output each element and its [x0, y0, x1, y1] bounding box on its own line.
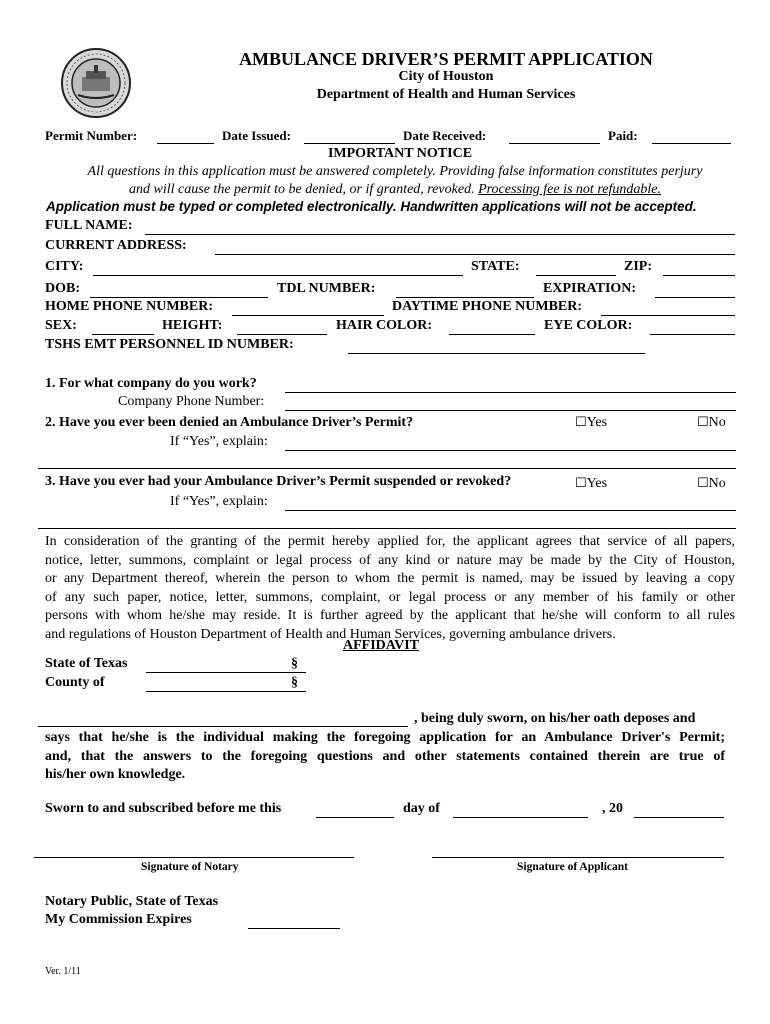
state-of-texas-line[interactable]	[146, 672, 306, 673]
notary-signature-label: Signature of Notary	[141, 861, 239, 873]
city-label: CITY:	[45, 259, 84, 274]
height-label: HEIGHT:	[162, 318, 223, 333]
permit-number-label: Permit Number:	[45, 128, 138, 143]
checkbox-icon[interactable]: ☐	[697, 415, 709, 430]
current-address-label: CURRENT ADDRESS:	[45, 238, 187, 253]
sworn-line-1: , being duly sworn, on his/her oath deposes and	[414, 711, 696, 726]
notary-public-label: Notary Public, State of Texas	[45, 894, 219, 909]
consideration-paragraph: In consideration of the granting of the permit hereby applied for, the applicant agrees that service of all papers, notice, letter, summons, complaint or legal process of any kind or nature may be made by the City of Houston, or any Department thereof, wherein the person to whom the permit is named, may be issued by leaving a copy of any such paper, notice, letter, summons, complaint, or legal process or any member of his family or other persons with whom he/she may reside. It is further agreed by the applicant that he/she will conform to all rules and regulations of Houston Department of Health and Human Services, governing ambulance drivers.	[45, 534, 735, 642]
date-received-label: Date Received:	[403, 128, 487, 143]
eye-color-label: EYE COLOR:	[544, 318, 633, 333]
company-field[interactable]	[285, 392, 736, 393]
q3-yes-option[interactable]: ☐Yes	[575, 476, 608, 491]
notice-line-2: and will cause the permit to be denied, or if granted, revoked. Processing fee is not refundable.	[129, 182, 661, 197]
commission-expires-field[interactable]	[248, 928, 340, 929]
dob-field[interactable]	[90, 297, 268, 298]
paid-line	[652, 143, 731, 144]
q3-explain-field-2[interactable]	[38, 528, 736, 529]
zip-field[interactable]	[663, 275, 735, 276]
affiant-name-field[interactable]	[38, 726, 408, 727]
tdl-number-field[interactable]	[396, 297, 534, 298]
permit-number-line	[157, 143, 214, 144]
year-field[interactable]	[634, 817, 724, 818]
month-field[interactable]	[453, 817, 588, 818]
typed-only-notice: Application must be typed or completed electronically. Handwritten applications will not be accepted.	[46, 199, 697, 214]
department-name: Department of Health and Human Services	[316, 87, 576, 102]
county-field[interactable]	[146, 691, 306, 692]
q3-explain-field[interactable]	[285, 510, 736, 511]
section-symbol: §	[291, 675, 298, 690]
notary-signature-line[interactable]	[34, 857, 354, 858]
important-notice-heading: IMPORTANT NOTICE	[327, 146, 473, 161]
year-prefix-label: , 20	[602, 801, 623, 816]
q2-explain-label: If “Yes”, explain:	[170, 434, 268, 449]
sex-field[interactable]	[92, 334, 154, 335]
daytime-phone-field[interactable]	[601, 315, 735, 316]
q2-explain-field[interactable]	[285, 450, 736, 451]
q3-explain-label: If “Yes”, explain:	[170, 494, 268, 509]
date-received-line	[509, 143, 600, 144]
expiration-label: EXPIRATION:	[543, 281, 637, 296]
tshs-id-field[interactable]	[348, 353, 645, 354]
question-1: 1. For what company do you work?	[45, 376, 257, 391]
applicant-signature-line[interactable]	[432, 857, 724, 858]
checkbox-icon[interactable]: ☐	[575, 415, 587, 430]
form-title: AMBULANCE DRIVER’S PERMIT APPLICATION	[239, 49, 653, 69]
applicant-signature-label: Signature of Applicant	[517, 861, 628, 873]
section-symbol: §	[291, 656, 298, 671]
day-of-label: day of	[403, 801, 440, 816]
sworn-statement: says that he/she is the individual making the foregoing application for an Ambulance Driver's Permit; and, that the answers to the foregoing questions and other statements contained therein are true of his/her own knowledge.	[45, 730, 725, 782]
date-issued-line	[304, 143, 395, 144]
full-name-label: FULL NAME:	[45, 218, 133, 233]
hair-color-label: HAIR COLOR:	[336, 318, 433, 333]
q2-yes-option[interactable]: ☐Yes	[575, 415, 608, 430]
current-address-field[interactable]	[215, 254, 735, 255]
tdl-number-label: TDL NUMBER:	[277, 281, 376, 296]
daytime-phone-label: DAYTIME PHONE NUMBER:	[392, 299, 583, 314]
affidavit-heading: AFFIDAVIT	[343, 638, 419, 653]
sworn-subscribed-label: Sworn to and subscribed before me this	[45, 801, 282, 816]
q2-explain-field-2[interactable]	[38, 468, 736, 469]
city-name: City of Houston	[398, 69, 494, 84]
height-field[interactable]	[237, 334, 327, 335]
question-2: 2. Have you ever been denied an Ambulance Driver’s Permit?	[45, 415, 414, 430]
company-phone-label: Company Phone Number:	[118, 394, 265, 409]
notice-line-1: All questions in this application must be answered completely. Providing false information constitutes perjury	[87, 164, 703, 179]
checkbox-icon[interactable]: ☐	[697, 476, 709, 491]
version-label: Ver. 1/11	[45, 966, 81, 977]
company-phone-field[interactable]	[285, 410, 736, 411]
checkbox-icon[interactable]: ☐	[575, 476, 587, 491]
city-field[interactable]	[93, 275, 463, 276]
expiration-field[interactable]	[655, 297, 735, 298]
full-name-field[interactable]	[145, 234, 735, 235]
sex-label: SEX:	[45, 318, 77, 333]
dob-label: DOB:	[45, 281, 80, 296]
hair-color-field[interactable]	[449, 334, 535, 335]
q2-no-option[interactable]: ☐No	[697, 415, 726, 430]
q3-no-option[interactable]: ☐No	[697, 476, 726, 491]
date-issued-label: Date Issued:	[222, 128, 291, 143]
state-of-texas-label: State of Texas	[45, 656, 128, 671]
day-field[interactable]	[316, 817, 394, 818]
question-3: 3. Have you ever had your Ambulance Driver’s Permit suspended or revoked?	[45, 474, 512, 489]
county-of-label: County of	[45, 675, 105, 690]
tshs-id-label: TSHS EMT PERSONNEL ID NUMBER:	[45, 337, 294, 352]
state-label: STATE:	[471, 259, 520, 274]
paid-label: Paid:	[608, 128, 638, 143]
home-phone-label: HOME PHONE NUMBER:	[45, 299, 213, 314]
zip-label: ZIP:	[624, 259, 652, 274]
eye-color-field[interactable]	[650, 334, 735, 335]
commission-expires-label: My Commission Expires	[45, 912, 192, 927]
home-phone-field[interactable]	[232, 315, 384, 316]
state-field[interactable]	[536, 275, 616, 276]
